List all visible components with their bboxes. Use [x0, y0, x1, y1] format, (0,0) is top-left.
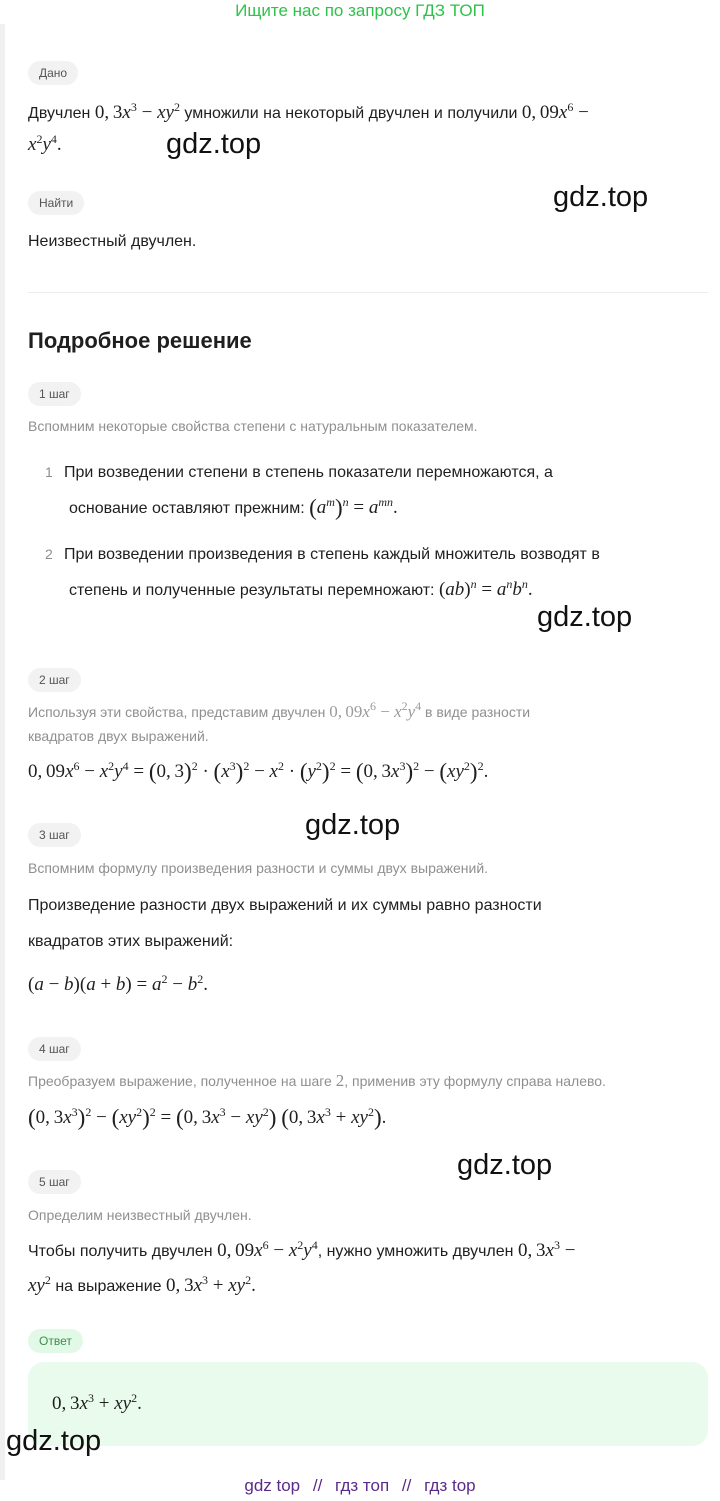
step5-line2-mid: на выражение [55, 1278, 162, 1295]
given-formula-2b: $x^2y^4$. [28, 132, 62, 155]
watermark: gdz.top [305, 809, 401, 841]
given-pill: Дано [28, 61, 78, 85]
step3-intro: Вспомним формулу произведения разности и суммы двух выражений. [28, 860, 489, 876]
step2-line1 [28, 700, 708, 724]
step3-formula: $(a - b)(a + b) = a^2 - b^2$. [28, 972, 208, 995]
step2-inline-formula: 0, $09x^6 - x^2y^4$ [329, 699, 422, 721]
footer-link-gdz-top-mixed[interactable]: гдз top [424, 1476, 476, 1495]
solution-title: Подробное решение [28, 328, 252, 353]
top-banner: Ищите нас по запросу ГДЗ ТОП [235, 1, 485, 20]
step3-pill: 3 шаг [28, 823, 81, 847]
step5-formula-3: 0, $3x^3 + xy^2$. [166, 1273, 256, 1296]
step4-intro [28, 1069, 718, 1093]
given-text-mid: умножили на некоторый двучлен и получили [184, 105, 518, 122]
footer-separator: // [401, 1476, 412, 1495]
given-line-1 [28, 98, 708, 129]
step1-item2-line1: При возведении произведения в степень каждый множитель возводят в [64, 546, 600, 563]
watermark: gdz.top [166, 128, 262, 160]
step2-formula: 0, $09x^6 - x^2y^4 = (0$, $3)^2 \cdot (x^3)^2 - x^2 \cdot (y^2)^2 = (0$, $3x^3)^2 - (xy^2)^2$. [28, 759, 489, 784]
step5-label [28, 1170, 81, 1194]
step5-line1-mid: , нужно умножить двучлен [317, 1243, 514, 1260]
watermark: gdz.top [457, 1149, 553, 1181]
step4-intro-before: Преобразуем выражение, полученное на шаге [28, 1073, 332, 1089]
step3-line1: Произведение разности двух выражений и их суммы равно разности [28, 897, 542, 914]
left-border [0, 24, 5, 1480]
footer-separator: // [312, 1476, 323, 1495]
given-line-2 [28, 130, 62, 161]
step1-intro: Вспомним некоторые свойства степени с натуральным показателем. [28, 418, 478, 434]
step1-item1-line2-text: основание оставляют прежним: [69, 500, 305, 517]
answer-formula: 0, $3x^3 + xy^2$. [52, 1391, 142, 1414]
step4-intro-num: 2 [335, 1071, 345, 1090]
step4-formula: (0, $3x^3)^2 - (xy^2)^2 = (0$, $3x^3 - xy^2$) (0, $3x^3 + xy^2$). [28, 1105, 387, 1130]
watermark: gdz.top [537, 601, 633, 633]
step1-formula-1: $(a^m)^n = a^{mn}$. [309, 495, 398, 520]
given-label [28, 61, 78, 85]
step1-pill: 1 шаг [28, 382, 81, 406]
watermark: gdz.top [6, 1425, 102, 1457]
step1-item1-line1: При возведении степени в степень показатели перемножаются, а [64, 464, 553, 481]
step3-label [28, 823, 81, 847]
step5-line1-before: Чтобы получить двучлен [28, 1243, 213, 1260]
step1-item1-line2 [69, 493, 398, 524]
step5-line2 [28, 1271, 256, 1302]
footer-links [0, 1476, 720, 1496]
step2-line1-after: в виде разности [425, 704, 531, 720]
answer-pill: Ответ [28, 1329, 83, 1353]
step5-pill: 5 шаг [28, 1170, 81, 1194]
find-text: Неизвестный двучлен. [28, 233, 197, 250]
step1-label [28, 382, 81, 406]
step2-label [28, 668, 81, 692]
step1-item2-line2 [69, 575, 533, 606]
find-pill: Найти [28, 191, 84, 215]
step2-pill: 2 шаг [28, 668, 81, 692]
step3-line2: квадратов этих выражений: [28, 933, 234, 950]
step5-formula-2a: 0, $3x^3$ − [517, 1238, 576, 1261]
answer-label [28, 1329, 83, 1353]
section-divider [28, 292, 708, 293]
step2-line1-before: Используя эти свойства, представим двучлен [28, 704, 326, 720]
step5-formula-1: 0, $09x^6 - x^2y^4$ [217, 1238, 318, 1261]
footer-link-gdz-top-ru[interactable]: гдз топ [335, 1476, 390, 1495]
find-label [28, 191, 84, 215]
step1-item2-number: 2 [45, 546, 53, 562]
step4-intro-after: , применив эту формулу справа налево. [344, 1073, 606, 1089]
footer-link-gdz-top[interactable]: gdz top [244, 1476, 301, 1495]
step1-item2-line2-text: степень и полученные результаты перемножают: [69, 582, 435, 599]
step2-line2: квадратов двух выражений. [28, 728, 209, 744]
step5-intro: Определим неизвестный двучлен. [28, 1207, 252, 1223]
watermark: gdz.top [553, 181, 649, 213]
given-text-before: Двучлен [28, 105, 91, 122]
step1-item1-number: 1 [45, 464, 53, 480]
given-formula-1: 0, $3x^3 - xy^2$ [94, 100, 180, 123]
step1-formula-2: $(ab)^n = a^nb^n$. [438, 577, 533, 600]
given-formula-2a: 0, $09x^6$ − [521, 100, 589, 123]
step4-label [28, 1037, 81, 1061]
step4-pill: 4 шаг [28, 1037, 81, 1061]
step5-formula-2b: $xy^2$ [28, 1273, 51, 1296]
step5-line1 [28, 1236, 718, 1267]
